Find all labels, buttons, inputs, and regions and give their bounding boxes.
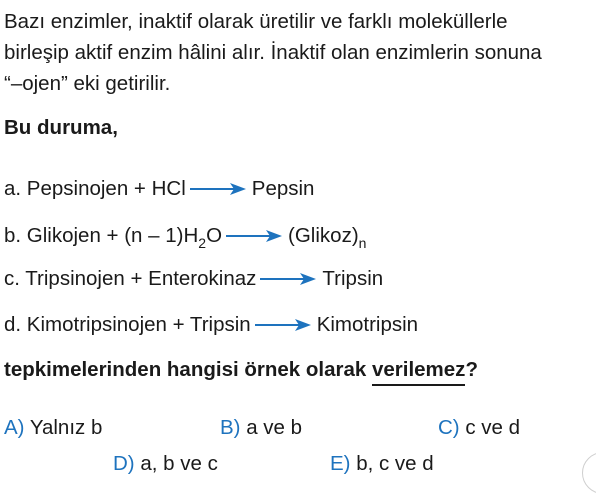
reaction-c-reactants: c. Tripsinojen + Enterokinaz: [4, 267, 257, 290]
arrow-icon: [226, 230, 282, 242]
question-text: tepkimelerinden hangisi örnek olarak: [4, 358, 372, 381]
reaction-b-product-subscript: n: [358, 235, 367, 251]
option-b-letter: B): [220, 416, 241, 439]
option-b-text: a ve b: [240, 416, 303, 439]
option-a[interactable]: [4, 416, 102, 440]
intro-line-1: Bazı enzimler, inaktif olarak üretilir ve farklı moleküllerle: [4, 10, 508, 33]
reaction-b: [4, 224, 367, 251]
reaction-c-product: Tripsin: [322, 267, 384, 290]
option-c-letter: C): [438, 416, 460, 439]
reaction-b-product-main: (Glikoz): [288, 224, 359, 247]
option-c-text: c ve d: [459, 416, 521, 439]
reaction-b-product: [288, 224, 367, 251]
option-a-letter: A): [4, 416, 25, 439]
option-b[interactable]: [220, 416, 302, 440]
intro-line-3: “–ojen” eki getirilir.: [4, 72, 171, 95]
intro-line-2: birleşip aktif enzim hâlini alır. İnaktif olan enzimlerin sonuna: [4, 41, 542, 64]
reaction-d-product: Kimotripsin: [316, 313, 419, 336]
option-e-letter: E): [330, 452, 351, 475]
reaction-d: [4, 313, 418, 337]
question-stem: [4, 358, 478, 382]
arrow-icon: [255, 319, 311, 331]
reaction-b-reactants-pre: b. Glikojen + (n – 1)H: [4, 224, 199, 247]
reaction-b-water-subscript: 2: [198, 235, 207, 251]
reaction-b-reactants: [4, 224, 223, 251]
option-d[interactable]: [113, 452, 218, 476]
option-d-letter: D): [113, 452, 135, 475]
option-c[interactable]: [438, 416, 520, 440]
arrow-icon: [190, 183, 246, 195]
intro-paragraph: [4, 6, 594, 99]
option-a-text: Yalnız b: [24, 416, 103, 439]
arrow-icon: [260, 273, 316, 285]
reaction-a: [4, 177, 314, 201]
reaction-c: [4, 267, 383, 291]
reaction-b-reactants-post: O: [206, 224, 223, 247]
reaction-a-product: Pepsin: [251, 177, 315, 200]
option-d-text: a, b ve c: [134, 452, 218, 475]
corner-circle-decoration: [582, 452, 596, 494]
question-mark: ?: [465, 358, 478, 381]
question-emphasis: verilemez: [372, 358, 465, 386]
prompt-heading: Bu duruma,: [4, 116, 118, 139]
option-e[interactable]: [330, 452, 434, 476]
option-e-text: b, c ve d: [350, 452, 434, 475]
reaction-a-reactants: a. Pepsinojen + HCl: [4, 177, 186, 200]
reaction-d-reactants: d. Kimotripsinojen + Tripsin: [4, 313, 251, 336]
